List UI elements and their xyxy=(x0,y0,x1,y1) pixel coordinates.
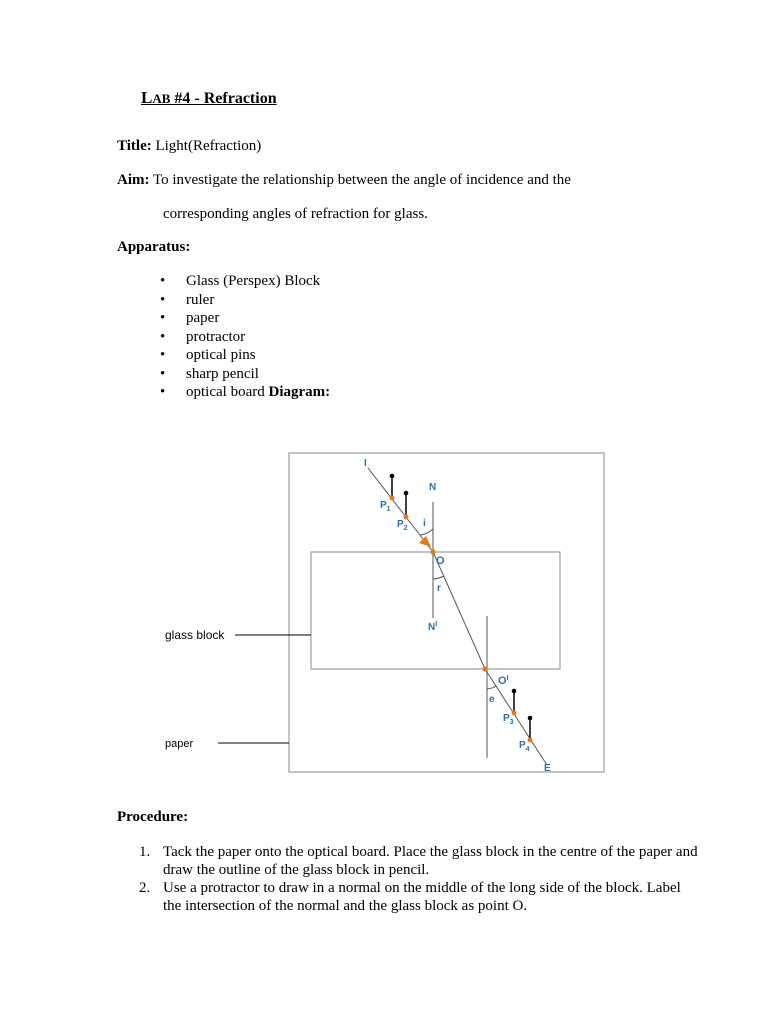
bullet-icon: • xyxy=(160,384,166,400)
title-initial: L xyxy=(141,88,153,107)
label-i-ray: I xyxy=(364,458,367,469)
list-item xyxy=(139,879,699,915)
step-number: 2. xyxy=(139,880,151,896)
pin-p1 xyxy=(390,474,395,501)
apparatus-heading: Apparatus: xyxy=(117,239,191,255)
list-item: • protractor xyxy=(160,328,246,345)
angle-r-arc xyxy=(433,576,444,579)
title-small-caps: AB xyxy=(152,91,171,106)
glass-block-callout: glass block xyxy=(165,628,225,642)
bullet-icon: • xyxy=(160,273,166,289)
step-text: Use a protractor to draw in a normal on the middle of the long side of the block. Label the intersection of the normal and the glass block as point O. xyxy=(163,880,681,914)
label-o: O xyxy=(436,555,445,567)
glass-block-outline xyxy=(311,552,560,669)
emergent-ray xyxy=(485,669,547,765)
title-label: Title: xyxy=(117,138,152,154)
aim-label: Aim: xyxy=(117,172,150,188)
label-p2: $P_2$ xyxy=(397,519,408,532)
refracted-ray xyxy=(433,552,485,669)
bullet-icon: • xyxy=(160,347,166,363)
label-o-prime: $O^I$ xyxy=(498,675,509,687)
step-text: Tack the paper onto the optical board. Place the glass block in the centre of the paper and draw the outline of the glass block in pencil. xyxy=(163,844,698,878)
point-o-marker xyxy=(430,549,435,554)
label-p4: $P_4$ xyxy=(519,740,530,753)
list-item: • paper xyxy=(160,310,220,326)
list-item: • sharp pencil xyxy=(160,365,259,382)
pin-p4 xyxy=(528,716,533,743)
list-item: • ruler xyxy=(160,291,215,308)
ray-direction-arrow-icon xyxy=(419,536,431,547)
angle-i-arc xyxy=(420,529,433,535)
list-item xyxy=(139,843,699,879)
bullet-icon: • xyxy=(160,328,166,345)
list-item: • Glass (Perspex) Block xyxy=(160,273,321,289)
page-title xyxy=(141,88,277,108)
procedure-list xyxy=(139,843,699,915)
bullet-icon: • xyxy=(160,291,166,308)
title-line xyxy=(117,138,261,155)
step-number: 1. xyxy=(139,844,151,860)
label-angle-e: e xyxy=(489,694,495,705)
procedure-heading: Procedure: xyxy=(117,809,189,825)
bullet-icon: • xyxy=(160,310,166,326)
paper-outline xyxy=(289,453,604,772)
label-p1: $P_1$ xyxy=(380,500,391,513)
aim-line-2: corresponding angles of refraction for glass. xyxy=(163,206,428,222)
apparatus-list xyxy=(160,272,330,402)
list-item: • optical board Diagram: xyxy=(160,384,331,400)
pin-p3 xyxy=(512,689,517,716)
label-angle-r: r xyxy=(437,583,441,594)
point-o-prime-marker xyxy=(482,666,487,671)
aim-text-1: To investigate the relationship between the angle of incidence and the xyxy=(149,172,571,188)
angle-e-arc xyxy=(487,686,496,689)
title-value: Light(Refraction) xyxy=(151,138,262,154)
paper-callout: paper xyxy=(165,738,194,750)
label-angle-i: i xyxy=(423,518,426,529)
label-e-ray: E xyxy=(544,763,551,774)
list-item: • optical pins xyxy=(160,347,256,363)
label-p3: $P_3$ xyxy=(503,713,514,726)
refraction-diagram xyxy=(150,445,610,785)
aim-line-1 xyxy=(117,172,571,189)
label-n: N xyxy=(429,482,437,493)
label-n-prime: $N^I$ xyxy=(428,621,438,633)
title-rest: #4 - Refraction xyxy=(170,90,277,107)
bullet-icon: • xyxy=(160,365,166,382)
diagram-label: Diagram: xyxy=(268,384,331,400)
